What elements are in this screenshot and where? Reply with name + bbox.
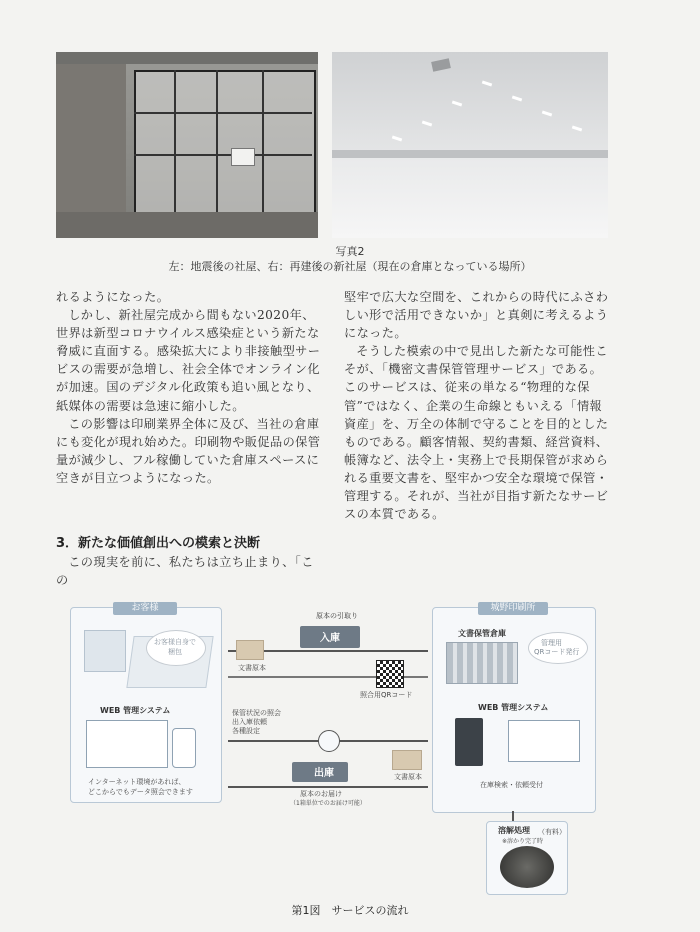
paragraph: れるようになった。: [56, 290, 170, 304]
document-original-2: 文書原本: [394, 773, 422, 781]
arrow-down: [512, 811, 514, 821]
query-3: 各種設定: [232, 727, 260, 735]
right-column: [344, 288, 609, 523]
photo-caption-subtitle: 左：地震後の社屋、右：再建後の新社屋（現在の倉庫となっている場所）: [168, 260, 532, 273]
internet-note-1: インターネット環境があれば、: [88, 778, 186, 786]
photo-new-building: [332, 52, 608, 238]
web-system-left-label: WEB 管理システム: [100, 706, 171, 715]
paragraph: 堅牢で広大な空間を、これからの時代にふさわしい形で活用できないか」と真剣に考えるようになった。: [344, 290, 609, 341]
query-2: 出入庫依頼: [232, 718, 267, 726]
pickup-label: 原本の引取り: [316, 612, 358, 620]
paragraph: この影響は印刷業界全体に及び、当社の倉庫にも変化が現れ始めた。印刷物や販促品の保管量が減少し、フル稼働していた倉庫スペースに空きが目立つようになった。: [56, 416, 321, 485]
warehouse-label: 文書保管倉庫: [458, 629, 506, 638]
customer-bubble-text: お客様自身で梱包: [154, 638, 196, 656]
warehouse-shelves-icon: [446, 642, 518, 684]
nyuko-label: 入庫: [320, 633, 340, 644]
query-1: 保管状況の照会: [232, 709, 281, 717]
web-system-right-label: WEB 管理システム: [478, 703, 549, 712]
melting-tank-photo: [500, 846, 554, 888]
melt-note: ※溶かり完了時: [502, 838, 544, 845]
document-box-icon-2: [392, 750, 422, 770]
document-stack-icon: [84, 630, 126, 672]
globe-icon: [318, 730, 340, 752]
left-column-tail: [56, 553, 323, 589]
paragraph: しかし、新社屋完成から間もない2020年、世界は新型コロナウイルス感染症という新たな脅威に直面する。感染拡大により非接触型サービスの需要が急増し、社会全体でオンライン化が加速。国のデジタル化政策も追い風となり、紙媒体の需要は急速に縮小した。: [56, 308, 321, 413]
photo-caption-title: 写真2: [335, 245, 365, 258]
smartphone-icon: [172, 728, 196, 768]
section-heading: 3．新たな価値創出への模索と決断: [56, 536, 261, 551]
qr-issue-1: 管理用: [541, 639, 562, 647]
delivery-note: （1箱単位でのお届け可能）: [290, 800, 366, 807]
delivery-label: 原本のお届け: [300, 790, 342, 798]
qr-label: 照合用QRコード: [360, 691, 413, 699]
paragraph: そうした模索の中で見出した新たな可能性こそが、「機密文書保管管理サービス」である。このサービスは、従来の単なる“物理的な保管”ではなく、企業の生命線ともいえる「情報資産」を、万全の体制で守ることを目的としたものである。顧客情報、契約書類、経営資料、帳簿など、法令上・実務上で長期保管が求められる重要文書を、堅牢かつ安全な環境で保管・管理する。それが、当社が目指す新たなサービスの本質である。: [344, 344, 609, 522]
left-column: [56, 288, 323, 487]
qr-code-icon: [376, 660, 404, 688]
server-icon: [455, 718, 483, 766]
document-box-icon: [236, 640, 264, 660]
arrow-to-customer: [228, 786, 428, 788]
monitor-icon: [86, 720, 168, 768]
search-label: 在庫検索・依頼受付: [480, 781, 543, 789]
melt-fee: （有料）: [538, 828, 566, 836]
paragraph: この現実を前に、私たちは立ち止まり、「この: [56, 555, 314, 588]
internet-note-2: どこからでもデータ照会できます: [88, 788, 193, 796]
shukko-label: 出庫: [314, 768, 334, 779]
company-tab: 城野印刷所: [478, 602, 548, 615]
monitor-icon-right: [508, 720, 580, 762]
photo-old-building: [56, 52, 318, 238]
customer-tab: お客様: [113, 602, 177, 615]
document-original-1: 文書原本: [238, 664, 266, 672]
qr-issue-2: QRコード発行: [534, 648, 580, 656]
figure-caption: 第1図 サービスの流れ: [291, 904, 409, 917]
melt-label: 溶解処理: [498, 826, 530, 835]
